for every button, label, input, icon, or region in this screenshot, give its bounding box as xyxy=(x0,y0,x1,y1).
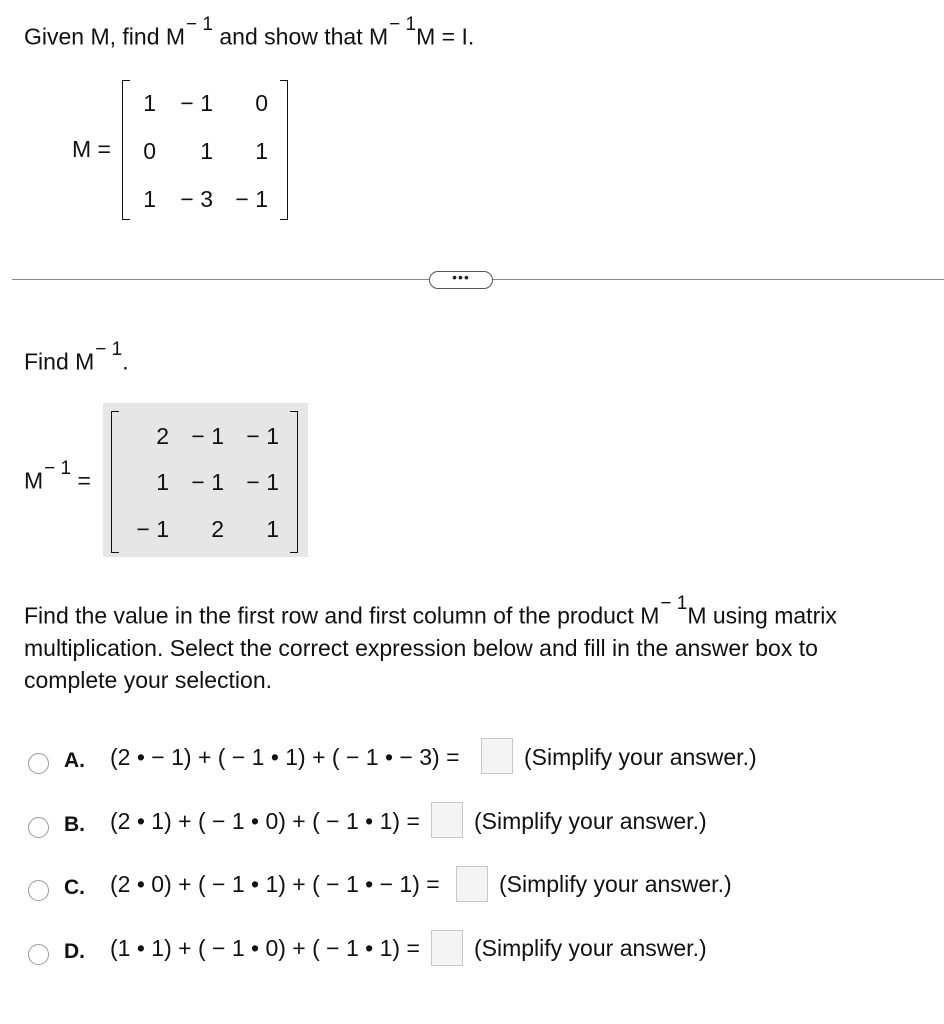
matrix-inv-cell: − 1 xyxy=(136,516,169,542)
option-c-answer-input[interactable] xyxy=(456,866,488,902)
matrix-inv-label-base: M xyxy=(24,467,44,494)
matrix-inv-cell: 1 xyxy=(266,516,279,542)
option-a-radio[interactable] xyxy=(28,753,49,774)
instruction-line-2: multiplication. Select the correct expression below and fill in the answer box to xyxy=(24,634,818,661)
matrix-inv-cell: 2 xyxy=(156,423,169,449)
matrix-m-cell: 1 xyxy=(255,138,268,164)
matrix-inv-cell: − 1 xyxy=(246,423,279,449)
option-d-answer-input[interactable] xyxy=(431,930,463,966)
matrix-m-cell: 1 xyxy=(143,90,156,116)
matrix-m-cell: 0 xyxy=(255,90,268,116)
option-b-expression: (2 • 1) + ( − 1 • 0) + ( − 1 • 1) = xyxy=(110,808,420,834)
matrix-inv-cell: − 1 xyxy=(246,469,279,495)
option-c-hint: (Simplify your answer.) xyxy=(499,871,732,897)
option-c-expression: (2 • 0) + ( − 1 • 1) + ( − 1 • − 1) = xyxy=(110,871,440,897)
option-d-letter: D. xyxy=(64,940,85,963)
matrix-inv-left-bracket xyxy=(111,411,119,553)
option-a-letter: A. xyxy=(64,749,85,772)
option-d-expression: (1 • 1) + ( − 1 • 0) + ( − 1 • 1) = xyxy=(110,935,420,961)
matrix-m-cell: 1 xyxy=(200,138,213,164)
option-b-radio[interactable] xyxy=(28,817,49,838)
instruction-line-1 xyxy=(24,594,934,632)
exponent: − 1 xyxy=(95,339,123,360)
option-a-expression: (2 • − 1) + ( − 1 • 1) + ( − 1 • − 3) = xyxy=(110,744,460,770)
problem-show-text: and show that M xyxy=(213,23,389,50)
matrix-m-cell: 0 xyxy=(143,138,156,164)
option-b-letter: B. xyxy=(64,813,85,836)
option-a-answer-input[interactable] xyxy=(481,738,513,774)
problem-statement xyxy=(24,14,475,51)
exponent: − 1 xyxy=(44,458,72,479)
matrix-inv-cell: − 1 xyxy=(191,469,224,495)
matrix-inv-label xyxy=(24,458,91,495)
matrix-m-label: M = xyxy=(72,136,111,162)
matrix-inv-cell: 2 xyxy=(211,516,224,542)
option-d-radio[interactable] xyxy=(28,944,49,965)
find-inverse-end: . xyxy=(122,348,129,375)
problem-given-text: Given M, find M xyxy=(24,23,186,50)
matrix-inv-label-eq: = xyxy=(77,467,91,494)
option-b-answer-input[interactable] xyxy=(431,802,463,838)
instruction-line-1b: M using matrix xyxy=(687,602,837,629)
exponent: − 1 xyxy=(660,593,688,614)
instruction-line-1a: Find the value in the first row and first column of the product M xyxy=(24,602,660,629)
matrix-m-right-bracket xyxy=(280,80,288,220)
matrix-m-cell: − 3 xyxy=(180,186,213,212)
matrix-m-cell: − 1 xyxy=(235,186,268,212)
exponent: − 1 xyxy=(186,14,213,35)
find-inverse-text: Find M xyxy=(24,348,95,375)
option-c-radio[interactable] xyxy=(28,880,49,901)
exponent: − 1 xyxy=(389,14,417,35)
option-c-letter: C. xyxy=(64,876,85,899)
matrix-inv-right-bracket xyxy=(290,411,298,553)
option-a-hint: (Simplify your answer.) xyxy=(524,744,757,770)
expand-more-button[interactable]: ••• xyxy=(429,271,493,289)
instruction-text xyxy=(24,594,934,696)
problem-show-end: M = I. xyxy=(416,23,475,50)
option-d-hint: (Simplify your answer.) xyxy=(474,935,707,961)
matrix-m-cell: − 1 xyxy=(180,90,213,116)
find-inverse-heading xyxy=(24,339,129,376)
option-b-hint: (Simplify your answer.) xyxy=(474,808,707,834)
matrix-inv-cell: 1 xyxy=(156,469,169,495)
instruction-line-3: complete your selection. xyxy=(24,666,273,693)
matrix-m-cell: 1 xyxy=(143,186,156,212)
matrix-inv-cell: − 1 xyxy=(191,423,224,449)
